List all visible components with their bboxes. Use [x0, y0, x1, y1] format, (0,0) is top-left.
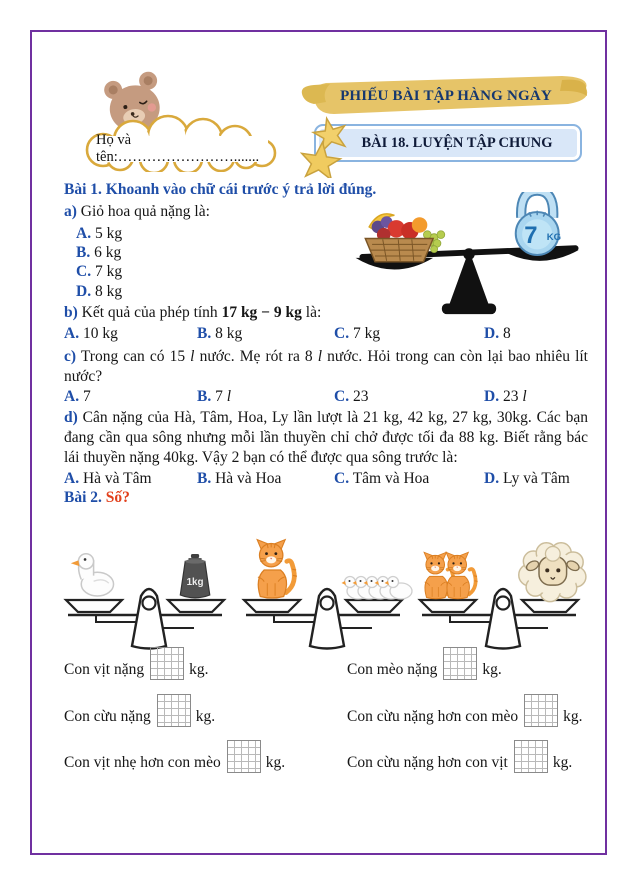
option-c-B[interactable]: B. 7 l [197, 388, 232, 405]
worksheet-page [30, 30, 607, 855]
option-c-A[interactable]: A. 7 [64, 388, 91, 405]
option-c-C[interactable]: C. 23 [334, 388, 369, 405]
scale-duck-vs-1kg [66, 554, 224, 649]
option-a-A[interactable]: A. 5 kg [76, 225, 123, 242]
question-c-label: c) [64, 348, 77, 365]
sheep-icon [519, 543, 586, 602]
answer-box-cat[interactable] [443, 647, 477, 680]
option-a-D[interactable]: D. 8 kg [76, 282, 123, 300]
lesson-title-box [314, 124, 582, 162]
option-b-A[interactable]: A. 10 kg [64, 325, 118, 342]
question-c-options [64, 388, 588, 406]
answer-box-duck[interactable] [150, 647, 184, 680]
scale-cat-vs-ducklings [244, 540, 412, 649]
answer-box-sheep-duck[interactable] [514, 740, 548, 773]
kettlebell-weight-value: 7 [524, 222, 538, 250]
scales-illustration: 1kg [58, 504, 590, 654]
answer-sheep-vs-duck: Con cừu nặng hơn con vịt kg. [347, 735, 572, 772]
answer-box-duck-cat[interactable] [227, 740, 261, 773]
two-cats-icon [424, 552, 478, 599]
question-b-options [64, 325, 588, 343]
answer-sheep-vs-cat: Con cừu nặng hơn con mèo kg. [347, 689, 583, 726]
answer-duck-weight: Con vịt nặng kg. [64, 642, 208, 679]
answer-sheep-weight: Con cừu nặng kg. [64, 689, 215, 726]
exercise1-heading [64, 180, 376, 200]
answer-duck-vs-cat: Con vịt nhẹ hơn con mèo kg. [64, 735, 285, 772]
option-a-B[interactable]: B. 6 kg [76, 244, 122, 262]
lesson-title: BÀI 18. LUYỆN TẬP CHUNG [361, 134, 553, 151]
option-b-B[interactable]: B. 8 kg [197, 325, 243, 342]
stars-icon [300, 116, 358, 178]
exercise1-heading-text: Bài 1. Khoanh vào chữ cái trước ý trả lời đúng. [64, 181, 377, 198]
weight-1kg-icon [180, 554, 210, 598]
option-c-D[interactable]: D. 23 l [484, 388, 527, 405]
answer-box-sheep-cat[interactable] [524, 694, 558, 727]
name-field[interactable]: Họ và tên:……………………....... [96, 132, 260, 165]
option-b-D[interactable]: D. 8 [484, 325, 511, 342]
option-d-B[interactable]: B. Hà và Hoa [197, 470, 282, 487]
kettlebell-icon [516, 192, 561, 255]
option-d-C[interactable]: C. Tâm và Hoa [334, 470, 430, 487]
fruit-scale-illustration [346, 192, 592, 318]
option-b-C[interactable]: C. 7 kg [334, 325, 381, 342]
option-a-C[interactable]: C. 7 kg [76, 263, 123, 281]
answer-box-sheep[interactable] [157, 694, 191, 727]
ducklings-icon [342, 577, 413, 600]
question-a-text: Giỏ hoa quả nặng là: [80, 203, 210, 220]
question-a [64, 202, 210, 222]
question-d-options [64, 470, 588, 488]
worksheet-title: PHIẾU BÀI TẬP HÀNG NGÀY [340, 88, 552, 104]
question-d: d) Cân nặng của Hà, Tâm, Hoa, Ly lần lượt là 21 kg, 42 kg, 27 kg, 30kg. Các bạn đang cần qua sông nhưng mỗi lần thuyền chỉ chở được tối đa 88 kg. Biết rằng bác lái thuyền nặng 40kg. Vậy 2 bạn có thể được qua sông trước là: [64, 409, 588, 466]
question-b-label: b) [64, 304, 78, 321]
scale-cats-vs-sheep [420, 543, 586, 649]
answer-cat-weight: Con mèo nặng kg. [347, 642, 502, 679]
exercise2-heading-question: Số? [105, 489, 130, 506]
question-a-label: a) [64, 203, 77, 220]
question-b: b) Kết quả của phép tính 17 kg − 9 kg là: [64, 304, 322, 321]
option-d-D[interactable]: D. Ly và Tâm [484, 470, 570, 487]
option-d-A[interactable]: A. Hà và Tâm [64, 470, 152, 487]
exercise2-heading-label: Bài 2. [64, 489, 102, 506]
question-c: c) Trong can có 15 l nước. Mẹ rót ra 8 l nước. Hỏi trong can còn lại bao nhiêu lít nước? [64, 348, 588, 385]
question-a-options [76, 224, 122, 301]
question-d-label: d) [64, 409, 78, 426]
duck-icon [71, 554, 114, 596]
kettlebell-weight-unit: KG [546, 231, 562, 243]
cat-icon [257, 540, 297, 599]
